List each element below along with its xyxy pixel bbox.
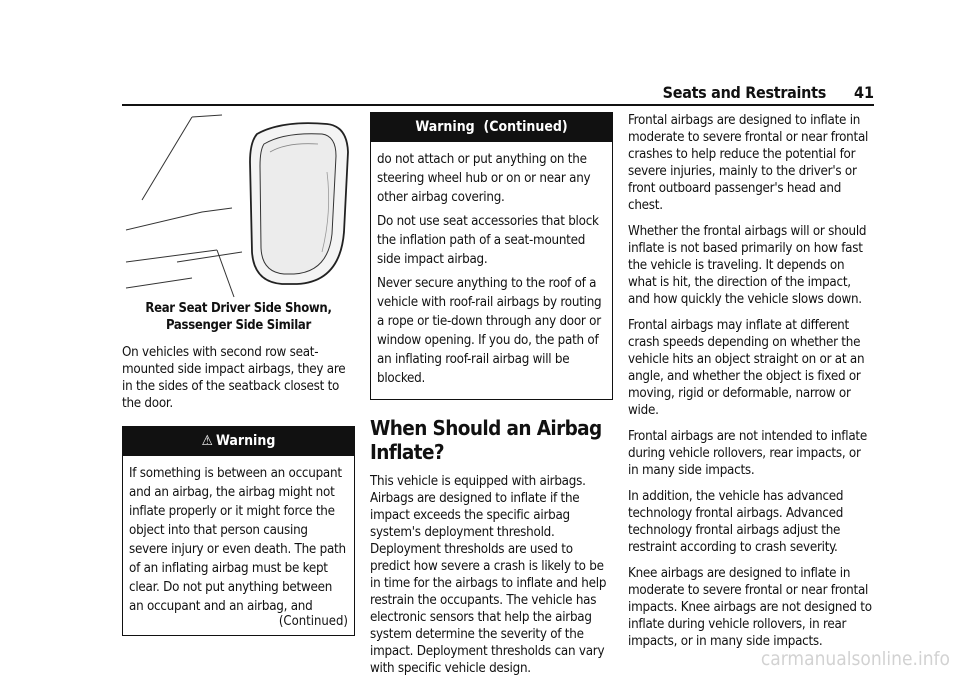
body-paragraph: Frontal airbags are not intended to inflate during vehicle rollovers, rear impacts, or in many side impacts. bbox=[628, 429, 867, 478]
warning-continued-body bbox=[371, 142, 612, 399]
warning-triangle-icon: ⚠ bbox=[201, 433, 213, 449]
seatback-airbag-illustration bbox=[122, 112, 355, 300]
section-heading: When Should an Airbag Inflate? bbox=[370, 416, 602, 464]
column-2 bbox=[370, 112, 613, 685]
warning-body bbox=[123, 456, 354, 635]
continued-note: (Continued) bbox=[278, 614, 348, 629]
warning-box bbox=[122, 426, 355, 636]
warning-paragraph: Do not use seat accessories that block the inflation path of a seat-mounted side impact airbag. bbox=[377, 214, 599, 267]
warning-text: If something is between an occupant and an airbag, the airbag might not inflate properly or it might force the object into that person causing severe injury or even death. The path of an inflating airbag must be kept clear. Do not put anything between an occupant and an airbag, and bbox=[129, 466, 346, 614]
body-paragraph: Frontal airbags may inflate at different crash speeds depending on whether the vehicle hits an object straight on or at an angle, and whether the object is fixed or moving, rigid or deformable, narrow or wide. bbox=[628, 318, 865, 418]
column-1 bbox=[122, 112, 355, 636]
warning-header bbox=[123, 427, 354, 456]
header-rule bbox=[122, 104, 874, 106]
body-paragraph: In addition, the vehicle has advanced technology frontal airbags. Advanced technology frontal airbags adjust the restraint according to crash severity. bbox=[628, 489, 844, 555]
warning-paragraph: do not attach or put anything on the steering wheel hub or on or near any other airbag covering. bbox=[377, 152, 591, 205]
warning-continued-header: Warning (Continued) bbox=[371, 113, 612, 142]
seat-airbag-drawing bbox=[122, 112, 355, 300]
column-3 bbox=[628, 112, 874, 659]
figure-caption: Rear Seat Driver Side Shown, Passenger Side Similar bbox=[145, 301, 332, 333]
body-paragraph: Whether the frontal airbags will or should inflate is not based primarily on how fast the vehicle is traveling. It depends on what is hit, the direction of the impact, and how quickly the vehicle slows down. bbox=[628, 224, 867, 307]
intro-paragraph: On vehicles with second row seat-mounted side impact airbags, they are in the sides of the seatback closest to the door. bbox=[122, 345, 346, 411]
section-title: Seats and Restraints bbox=[662, 83, 826, 102]
page-header bbox=[122, 82, 874, 106]
body-paragraph: Frontal airbags are designed to inflate in moderate to severe frontal or near frontal crashes to help reduce the potential for severe injuries, mainly to the driver's or front outboard passenger's head and chest. bbox=[628, 113, 869, 213]
page-number: 41 bbox=[853, 83, 874, 102]
warning-continued-box bbox=[370, 112, 613, 400]
footer-watermark: carmanualsonline.info bbox=[760, 648, 950, 670]
warning-paragraph: Never secure anything to the roof of a vehicle with roof-rail airbags by routing a rope or tie-down through any door or window opening. If you do, the path of an inflating roof-rail airbag will be blocked. bbox=[377, 276, 602, 386]
warning-title: Warning bbox=[215, 433, 276, 449]
body-paragraph: Knee airbags are designed to inflate in moderate to severe frontal or near frontal impacts. Knee airbags are not designed to inflate during vehicle rollovers, in rear impacts, or in many side impacts. bbox=[628, 566, 872, 649]
body-paragraph: This vehicle is equipped with airbags. Airbags are designed to inflate if the impact exceeds the specific airbag system's deployment threshold. Deployment thresholds are used to predict how severe a crash is likely to be in time for the airbags to inflate and help restrain the occupants. The vehicle has electronic sensors that help the airbag system determine the severity of the impact. Deployment thresholds can vary with specific vehicle design. bbox=[370, 474, 607, 676]
